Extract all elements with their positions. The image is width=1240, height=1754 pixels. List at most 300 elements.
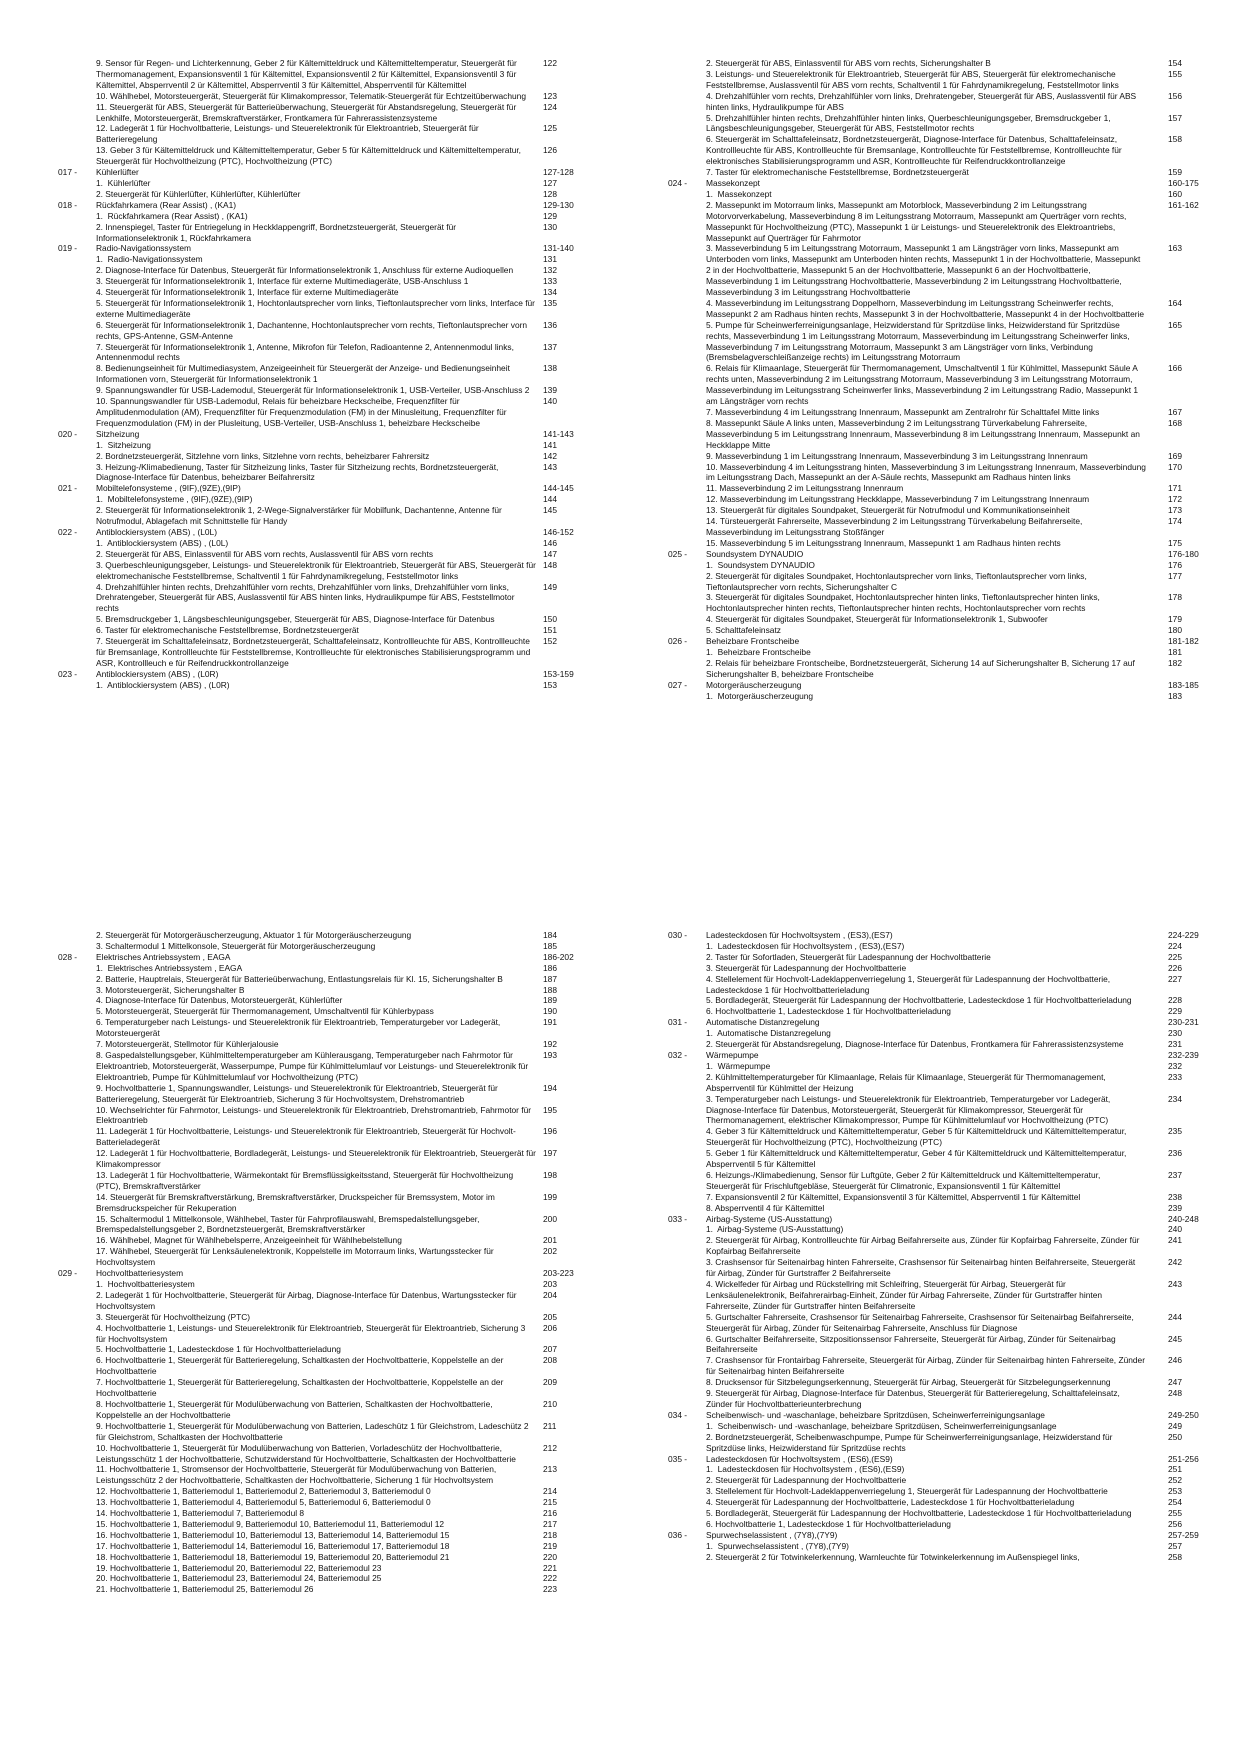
toc-page-number: 209 <box>543 1377 557 1388</box>
toc-entry-row <box>668 1475 1188 1486</box>
toc-entry-text: 3. Leistungs- und Steuerelektronik für Elektroantrieb, Steuergerät für ABS, Steuergerät für elektromechanische Feststellbremse, Auslassventil für ABS vorn rechts, Schaltventil 1 für Fahrdynamikregelung, Feststellmotor links <box>706 68 1119 90</box>
toc-entry-row <box>668 91 1188 113</box>
toc-chapter-code <box>58 1192 96 1214</box>
toc-entry-text: 2. Batterie, Hauptrelais, Steuergerät für Batterieüberwachung, Entlastungsrelais für Kl. 15, Sicherungshalter B <box>96 973 503 984</box>
toc-chapter-code <box>58 1039 96 1050</box>
toc-entry-text: 6. Relais für Klimaanlage, Steuergerät für Thermomanagement, Umschaltventil 1 für Kühlmittel, Massepunkt Säule A rechts unten, Masseverbindung 2 im Leitungsstrang Motorraum, Masseverbindung 3 im Leitungsstrang Motorraum, Masseverbindung im Leitungsstrang Scheinwerfer links, Masseverbindung 2 im Leitungsstrang Radio, Massepunkt 1 am Längsträger vorn rechts <box>706 363 1141 407</box>
toc-entry-text: 1. Sitzheizung <box>96 439 151 450</box>
toc-chapter-code <box>58 1486 96 1497</box>
toc-chapter-code <box>668 1170 706 1192</box>
toc-page-number: 129-130 <box>543 199 574 210</box>
toc-entry-text: 15. Hochvoltbatterie 1, Batteriemodul 9, Batteriemodul 10, Batteriemodul 11, Batteriemodul 12 <box>96 1518 445 1529</box>
toc-entry-row <box>668 1464 1188 1475</box>
toc-chapter-code <box>668 1257 706 1279</box>
toc-entry-text: 6. Taster für elektromechanische Feststellbremse, Bordnetzsteuergerät <box>96 625 359 636</box>
toc-page-number: 182 <box>1168 657 1182 668</box>
toc-entry-text: 6. Gurtschalter Beifahrerseite, Sitzpositionssensor Fahrerseite, Steuergerät für Airbag, Zünder für Seitenairbag Beifahrerseite <box>706 1333 1118 1355</box>
toc-entry-text: 1. Ladesteckdosen für Hochvoltsystem , (ES6),(ES9) <box>706 1464 905 1475</box>
toc-chapter-row <box>58 428 574 440</box>
toc-entry-text: 5. Motorsteuergerät, Steuergerät für Thermomanagement, Umschaltventil für Kühlerbypass <box>96 1006 434 1017</box>
toc-chapter-code <box>668 1486 706 1497</box>
toc-entry-text: 14. Türsteuergerät Fahrerseite, Masseverbindung 2 im Leitungsstrang Türverkabelung Beifahrerseite, Masseverbindung im Leitungsstrang Stoßfänger <box>706 516 1085 537</box>
toc-page-number: 216 <box>543 1508 557 1519</box>
toc-chapter-code <box>58 1170 96 1192</box>
toc-entry-row <box>668 1006 1188 1017</box>
toc-page-number: 188 <box>543 984 557 995</box>
toc-chapter-code <box>668 1192 706 1203</box>
toc-entry-text: 9. Masseverbindung 1 im Leitungsstrang Innenraum, Masseverbindung 3 im Leitungsstrang Innenraum <box>706 450 1088 461</box>
toc-chapter-row <box>668 1453 1199 1465</box>
toc-chapter-code <box>668 91 706 113</box>
toc-chapter-row <box>668 1017 1199 1028</box>
toc-chapter-code <box>668 538 706 549</box>
toc-entry-text: 5. Gurtschalter Fahrerseite, Crashsensor für Seitenairbag Fahrerseite, Crashsensor für Seitenairbag Beifahrerseite, Steuergerät für Airbag, Zünder für Seitenairbag Fahrerseite, Anschluss für Diagnose <box>706 1311 1137 1333</box>
toc-entry-row <box>668 560 1188 571</box>
toc-entry-row <box>58 1355 558 1377</box>
toc-entry-text: 10. Hochvoltbatterie 1, Steuergerät für Modulüberwachung von Batterien, Vorladeschütz der Hochvoltbatterie, Leistungsschütz 1 der Hochvoltbatterie, Schutzwiderstand für Hochvoltbatterie, Schaltkasten der Hochvoltbatterie <box>96 1442 516 1464</box>
toc-entry-row <box>668 1094 1188 1127</box>
toc-entry-text: 1. Ladesteckdosen für Hochvoltsystem , (ES3),(ES7) <box>706 940 905 951</box>
toc-entry-row <box>668 1257 1188 1279</box>
toc-chapter-code <box>668 451 706 462</box>
toc-entry-text: 13. Steuergerät für digitales Soundpaket, Steuergerät für Notrufmodul und Kommunikationseinheit <box>706 505 1070 516</box>
toc-chapter-code <box>668 691 706 702</box>
toc-entry-row <box>58 58 558 91</box>
toc-entry-text: 1. Rückfahrkamera (Rear Assist) , (KA1) <box>96 210 248 221</box>
toc-chapter-code: 025 - <box>668 548 688 559</box>
toc-chapter-code <box>58 494 96 505</box>
toc-entry-text: 18. Hochvoltbatterie 1, Batteriemodul 18, Batteriemodul 19, Batteriemodul 20, Batteriemodul 21 <box>96 1551 450 1562</box>
toc-chapter-code <box>668 483 706 494</box>
toc-page-number: 156 <box>1168 90 1182 101</box>
toc-chapter-code <box>58 363 96 385</box>
toc-entry-row <box>668 1279 1188 1312</box>
toc-entry-text: Massekonzept <box>706 177 760 188</box>
toc-entry-text: 8. Drucksensor für Sitzbelegungserkennung, Steuergerät für Airbag, Steuergerät für Sitzbelegungserkennung <box>706 1377 1111 1388</box>
toc-entry-row <box>668 483 1188 494</box>
toc-entry-text: 5. Bordladegerät, Steuergerät für Ladespannung der Hochvoltbatterie, Ladesteckdose 1 für Hochvoltbatterieladung <box>706 1508 1132 1519</box>
toc-entry-row <box>58 276 558 287</box>
toc-page-number: 141-143 <box>543 428 574 439</box>
toc-entry-text: 6. Hochvoltbatterie 1, Steuergerät für Batterieregelung, Schaltkasten der Hochvoltbatterie, Koppelstelle an der Hochvoltbatterie <box>96 1355 506 1377</box>
toc-chapter-code <box>58 505 96 527</box>
toc-entry-row <box>668 1334 1188 1356</box>
toc-entry-text: Soundsystem DYNAUDIO <box>706 548 804 559</box>
toc-entry-text: 3. Querbeschleunigungsgeber, Leistungs- und Steuerelektronik für Elektroantrieb, Steuergerät für ABS, Steuergerät für elektromechanische Feststellbremse, Schaltventil 1 für Fahrdynamikregelung, Feststellmotor links <box>96 559 539 581</box>
toc-chapter-code: 023 - <box>58 668 78 679</box>
toc-entry-row <box>58 396 558 429</box>
toc-entry-text: 6. Steuergerät im Schalttafeleinsatz, Bordnetzsteuergerät, Diagnose-Interface für Datenbus, Schalttafeleinsatz, Kontrollleuchte für ABS, Kontrollleuchte für Bremsanlage, Kontrollleuchte für Feststellbremse, Kontrollleuchte für elektronisches Stabilisierungsprogramm und ASR, Kontrollleuchte für Reifendruckkontrollanzeige <box>706 134 1125 167</box>
toc-entry-text: 17. Wählhebel, Steuergerät für Lenksäulenelektronik, Koppelstelle im Motorraum links, Wartungsstecker für Hochvoltsystem <box>96 1246 497 1268</box>
toc-page-number: 253 <box>1168 1486 1182 1497</box>
toc-chapter-code <box>58 1552 96 1563</box>
toc-page-number: 251-256 <box>1168 1453 1199 1464</box>
toc-page-number: 220 <box>543 1551 557 1562</box>
toc-page-number: 232-239 <box>1168 1049 1199 1060</box>
toc-entry-text: Ladesteckdosen für Hochvoltsystem , (ES6),(ES9) <box>706 1453 893 1464</box>
toc-chapter-row <box>58 243 574 254</box>
toc-entry-row <box>58 1399 558 1421</box>
toc-entry-text: 1. Beheizbare Frontscheibe <box>706 646 811 657</box>
toc-page-number: 165 <box>1168 319 1182 330</box>
toc-entry-text: 4. Wickelfeder für Airbag und Rückstellring mit Schleifring, Steuergerät für Airbag, Steuergerät für Lenksäulenelektronik, Beifahrerairbag-Einheit, Zünder für Airbag Fahrerseite, Zünder für Gurtstraffer hinten Fahrerseite, Zünder für Gurtstraffer hinten Beifahrerseite <box>706 1279 1105 1311</box>
toc-entry-row <box>58 538 558 549</box>
toc-chapter-code <box>58 1017 96 1039</box>
toc-page-number: 218 <box>543 1529 557 1540</box>
toc-chapter-code <box>58 1126 96 1148</box>
toc-top-right <box>668 58 1199 701</box>
toc-entry-row <box>58 1530 558 1541</box>
toc-page-number: 149 <box>543 581 557 592</box>
toc-entry-text: Motorgeräuscherzeugung <box>706 679 802 690</box>
toc-entry-row <box>58 549 558 560</box>
toc-page-number: 238 <box>1168 1191 1182 1202</box>
toc-entry-text: 4. Stellelement für Hochvolt-Ladeklappenverriegelung 1, Steuergerät für Ladespannung der Hochvoltbatterie, Ladesteckdose 1 für Hochvoltbatterieladung <box>706 973 1113 995</box>
toc-chapter-code <box>58 462 96 484</box>
toc-entry-row <box>58 680 558 691</box>
toc-entry-text: 3. Schaltermodul 1 Mittelkonsole, Steuergerät für Motorgeräuscherzeugung <box>96 940 376 951</box>
toc-page-number: 197 <box>543 1148 557 1159</box>
toc-chapter-code <box>668 418 706 451</box>
toc-entry-row <box>58 1486 558 1497</box>
toc-page-number: 193 <box>543 1049 557 1060</box>
toc-chapter-code <box>668 995 706 1006</box>
toc-chapter-code <box>668 1126 706 1148</box>
toc-page-number: 224 <box>1168 940 1182 951</box>
toc-page-number: 194 <box>543 1082 557 1093</box>
toc-entry-row <box>58 1126 558 1148</box>
toc-page-number: 124 <box>543 101 557 112</box>
toc-chapter-code <box>668 1203 706 1214</box>
toc-chapter-code <box>668 1421 706 1432</box>
toc-chapter-code <box>58 1083 96 1105</box>
toc-entry-row <box>58 1508 558 1519</box>
toc-page-number: 164 <box>1168 297 1182 308</box>
toc-entry-text: 2. Massepunkt im Motorraum links, Massepunkt am Motorblock, Masseverbindung 2 im Leitungsstrang Motorvorverkabelung, Masseverbindung 8 im Leitungsstrang Motorraum, Massepunkt am Querträger vorn rechts, Massepunkt für Hochvoltheizung (PTC), Massepunkt 1 ür Leistungs- und Steuerelektronik des Elektroantriebs, Massepunkt auf Querträger für Fahrmotor <box>706 199 1129 243</box>
toc-chapter-code <box>58 91 96 102</box>
toc-entry-text: Sitzheizung <box>96 428 140 439</box>
toc-chapter-code: 027 - <box>668 679 688 690</box>
toc-chapter-code <box>58 178 96 189</box>
toc-entry-text: 11. Steuergerät für ABS, Steuergerät für Batterieüberwachung, Steuergerät für Abstandsregelung, Steuergerät für Lenkhilfe, Motorsteuergerät, Bremskraftverstärker, Frontkamera für Fahrerassistenzsysteme <box>96 101 519 123</box>
toc-page-number: 224-229 <box>1168 930 1199 940</box>
toc-entry-text: 11. Masseverbindung 2 im Leitungsstrang Innenraum <box>706 483 904 494</box>
toc-chapter-code <box>58 625 96 636</box>
toc-entry-row <box>58 941 558 952</box>
toc-page-number: 195 <box>543 1104 557 1115</box>
toc-entry-row <box>58 1006 558 1017</box>
toc-chapter-code <box>58 123 96 145</box>
toc-entry-text: 5. Pumpe für Scheinwerferreinigungsanlage, Heizwiderstand für Spritzdüse links, Heizwiderstand für Spritzdüse rechts, Masseverbindung 1 im Leitungsstrang Motorraum, Masseverbindung im Leitungsstrang Scheinwerfer links, Masseverbindung 7 im Leitungsstrang Motorraum, Massepunkt 3 am Längsträger vorn links, Verbindung (Bremsbelagverschleißanzeige rechts) im Leitungsstrang Motorraum <box>706 319 1132 363</box>
toc-chapter-row <box>58 483 574 494</box>
toc-entry-text: Ladesteckdosen für Hochvoltsystem , (ES3),(ES7) <box>706 930 893 940</box>
toc-entry-row <box>668 538 1188 549</box>
toc-chapter-row <box>668 679 1199 691</box>
toc-entry-text: 1. Automatische Distanzregelung <box>706 1028 831 1039</box>
toc-page-number: 251 <box>1168 1464 1182 1475</box>
toc-chapter-code <box>668 113 706 135</box>
toc-entry-row <box>668 647 1188 658</box>
toc-chapter-row <box>668 636 1199 647</box>
toc-chapter-code <box>668 134 706 167</box>
toc-page-number: 245 <box>1168 1333 1182 1344</box>
toc-entry-text: 6. Heizungs-/Klimabedienung, Sensor für Luftgüte, Geber 2 für Kältemitteldruck und Kältemitteltemperatur, Steuergerät für Frischluftgebläse, Steuergerät für Climatronic, Expansionsventil 1 für Kältemittel <box>706 1169 1103 1191</box>
toc-page-number: 179 <box>1168 614 1182 625</box>
toc-chapter-code <box>58 930 96 941</box>
toc-page-number: 221 <box>543 1562 557 1573</box>
toc-entry-row <box>668 1028 1188 1039</box>
toc-entry-row <box>668 1388 1188 1410</box>
toc-entry-row <box>668 952 1188 963</box>
toc-entry-text: Antiblockiersystem (ABS) , (L0L) <box>96 526 218 537</box>
toc-chapter-code <box>668 200 706 244</box>
toc-entry-row <box>668 941 1188 952</box>
toc-entry-text: 1. Kühlerlüfter <box>96 177 151 188</box>
toc-entry-text: 1. Massekonzept <box>706 188 772 199</box>
toc-entry-text: 3. Steuergerät für digitales Soundpaket, Hochtonlautsprecher hinten links, Tieftonlautsprecher hinten links, Hochtonlautsprecher hinten rechts, Tieftonlautsprecher hinten rechts, Hochtonlautsprecher vorn rechts <box>706 592 1103 614</box>
toc-chapter-code <box>58 298 96 320</box>
toc-chapter-code: 021 - <box>58 483 78 494</box>
toc-page-number: 246 <box>1168 1355 1182 1366</box>
toc-entry-text: 2. Steuergerät für digitales Soundpaket, Hochtonlautsprecher vorn links, Tieftonlautsprecher vorn links, Tieftonlautsprecher vorn rechts, Sicherungshalter C <box>706 570 1089 592</box>
toc-entry-row <box>668 418 1188 451</box>
toc-entry-row <box>668 113 1188 135</box>
toc-chapter-code <box>58 1584 96 1595</box>
toc-entry-row <box>58 963 558 974</box>
toc-entry-row <box>668 69 1188 91</box>
toc-page-number: 145 <box>543 505 557 516</box>
toc-chapter-code <box>668 298 706 320</box>
toc-page-number: 243 <box>1168 1279 1182 1289</box>
toc-chapter-row <box>58 951 574 963</box>
toc-entry-text: 2. Relais für beheizbare Frontscheibe, Bordnetzsteuergerät, Sicherung 14 auf Sicherungshalter B, Sicherung 17 auf Sicherungshalter B, beheizbare Frontscheibe <box>706 657 1138 679</box>
toc-entry-text: 7. Motorsteuergerät, Stellmotor für Kühlerjalousie <box>96 1039 279 1050</box>
toc-entry-text: 9. Steuergerät für Airbag, Diagnose-Interface für Datenbus, Steuergerät für Batterieregelung, Schalttafeleinsatz, Zünder für Hochvoltbatterieunterbrechung <box>706 1388 1123 1409</box>
toc-entry-row <box>668 494 1188 505</box>
toc-page-number: 180 <box>1168 625 1182 636</box>
toc-entry-text: 12. Masseverbindung im Leitungsstrang Heckklappe, Masseverbindung 7 im Leitungsstrang Innenraum <box>706 494 1090 505</box>
toc-entry-row <box>668 1203 1188 1214</box>
toc-entry-row <box>668 592 1188 614</box>
toc-page-number: 210 <box>543 1398 557 1409</box>
toc-entry-text: 9. Spannungswandler für USB-Lademodul, Steuergerät für Informationselektronik 1, USB-Verteiler, USB-Anschluss 2 <box>96 385 530 396</box>
toc-page-number: 171 <box>1168 483 1182 494</box>
toc-chapter-code <box>668 1388 706 1410</box>
toc-page-number: 131 <box>543 254 557 265</box>
toc-entry-text: 6. Hochvoltbatterie 1, Ladesteckdose 1 für Hochvoltbatterieladung <box>706 1006 951 1017</box>
toc-entry-text: 13. Geber 3 für Kältemitteldruck und Kältemitteltemperatur, Geber 5 für Kältemitteldruck und Kältemitteltemperatur, Steuergerät für Hochvoltheizung (PTC), Hochvoltheizung (PTC) <box>96 145 524 167</box>
toc-entry-text: 4. Steuergerät für Informationselektronik 1, Interface für externe Multimediageräte <box>96 287 399 298</box>
toc-chapter-code <box>58 102 96 124</box>
toc-chapter-code <box>668 1519 706 1530</box>
toc-chapter-code <box>668 407 706 418</box>
toc-page-number: 249 <box>1168 1420 1182 1431</box>
toc-entry-row <box>668 516 1188 538</box>
toc-entry-row <box>668 1552 1188 1563</box>
toc-page-number: 185 <box>543 940 557 951</box>
toc-chapter-code <box>58 1105 96 1127</box>
toc-page-number: 240-248 <box>1168 1213 1199 1224</box>
toc-entry-row <box>58 930 558 941</box>
toc-entry-row <box>58 1039 558 1050</box>
toc-entry-text: 9. Hochvoltbatterie 1, Spannungswandler, Leistungs- und Steuerelektronik für Elektroantrieb, Steuergerät für Batterieregelung, Steuergerät für Elektroantrieb, Sicherung 3 für Hochvoltsystem, Drehstromantrieb <box>96 1082 501 1104</box>
toc-chapter-code <box>668 560 706 571</box>
toc-entry-text: 3. Crashsensor für Seitenairbag hinten Fahrerseite, Crashsensor für Seitenairbag hinten Beifahrerseite, Steuergerät für Airbag, Zünder für Gurtstraffer 2 Beifahrerseite <box>706 1257 1138 1279</box>
toc-page-number: 137 <box>543 341 557 352</box>
toc-page-number: 170 <box>1168 461 1182 472</box>
toc-chapter-code <box>668 658 706 680</box>
toc-chapter-code <box>58 1377 96 1399</box>
toc-chapter-row <box>58 199 574 211</box>
toc-page-number: 203-223 <box>543 1268 574 1279</box>
toc-chapter-code <box>58 342 96 364</box>
toc-entry-row <box>58 1541 558 1552</box>
toc-page-number: 233 <box>1168 1071 1182 1082</box>
toc-entry-text: 10. Spannungswandler für USB-Lademodul, Relais für beheizbare Heckscheibe, Frequenzfilter für Amplitudenmodulation (AM), Frequenzfilter für Frequenzmodulation (FM) in der Minusleitung, Frequenzfilter für Frequenzmodulation (FM) in der Plusleitung, USB-Verteiler, USB-Anschluss 1, beheizbare Heckscheibe <box>96 396 509 428</box>
toc-chapter-code: 033 - <box>668 1213 688 1224</box>
toc-chapter-row <box>668 177 1199 189</box>
toc-entry-row <box>668 691 1188 702</box>
toc-entry-row <box>668 134 1188 167</box>
toc-entry-row <box>668 363 1188 407</box>
toc-chapter-code <box>58 276 96 287</box>
toc-page-number: 247 <box>1168 1377 1182 1388</box>
toc-entry-row <box>58 320 558 342</box>
toc-entry-row <box>668 1039 1188 1050</box>
toc-chapter-code <box>58 440 96 451</box>
toc-chapter-code <box>668 167 706 178</box>
toc-entry-text: 14. Steuergerät für Bremskraftverstärkung, Bremskraftverstärker, Druckspeicher für Bremssystem, Motor im Bremsdruckspeicher für Rekuperation <box>96 1191 498 1213</box>
toc-page-number: 129 <box>543 210 557 221</box>
toc-entry-text: 2. Steuergerät für Informationselektronik 1, 2-Wege-Signalverstärker für Mobilfunk, Dachantenne, Antenne für Notrufmodul, Ablagefach mit Schnittstelle für Handy <box>96 505 505 527</box>
toc-entry-text: 12. Ladegerät 1 für Hochvoltbatterie, Bordladegerät, Leistungs- und Steuerelektronik für Elektroantrieb, Steuergerät für Klimakompressor <box>96 1148 539 1170</box>
toc-entry-row <box>668 407 1188 418</box>
toc-page-number: 199 <box>543 1191 557 1202</box>
toc-entry-text: 1. Mobiltelefonsysteme , (9IF),(9ZE),(9IP) <box>96 494 253 505</box>
toc-page-number: 187 <box>543 973 557 984</box>
toc-entry-text: 1. Motorgeräuscherzeugung <box>706 690 814 701</box>
toc-chapter-code <box>668 462 706 484</box>
toc-entry-row <box>58 298 558 320</box>
toc-chapter-code <box>668 516 706 538</box>
toc-page-number: 240 <box>1168 1224 1182 1235</box>
toc-chapter-code <box>58 211 96 222</box>
toc-page-number: 181 <box>1168 646 1182 657</box>
toc-chapter-code <box>668 625 706 636</box>
toc-page-number: 128 <box>543 188 557 199</box>
toc-entry-text: Kühlerlüfter <box>96 167 139 178</box>
toc-entry-text: 7. Crashsensor für Frontairbag Fahrerseite, Steuergerät für Airbag, Zünder für Seitenairbag hinten Fahrerseite, Zünder für Seitenairbag hinten Beifahrerseite <box>706 1355 1148 1377</box>
toc-chapter-code <box>668 1006 706 1017</box>
toc-entry-text: 5. Bordladegerät, Steuergerät für Ladespannung der Hochvoltbatterie, Ladesteckdose 1 für Hochvoltbatterieladung <box>706 995 1132 1006</box>
toc-entry-text: 2. Bordnetzsteuergerät, Scheibenwaschpumpe, Pumpe für Scheinwerferreinigungsanlage, Heizwiderstand für Spritzdüse links, Heizwiderstand für Spritzdüse rechts <box>706 1431 1115 1453</box>
toc-top-left <box>58 58 574 691</box>
toc-entry-row <box>58 91 558 102</box>
toc-page-number: 141 <box>543 439 557 450</box>
toc-chapter-row <box>58 167 574 178</box>
toc-entry-row <box>668 658 1188 680</box>
toc-page-number: 258 <box>1168 1551 1182 1562</box>
toc-entry-text: Airbag-Systeme (US-Ausstattung) <box>706 1213 833 1224</box>
toc-chapter-code <box>58 222 96 244</box>
toc-entry-row <box>58 985 558 996</box>
toc-page-number: 202 <box>543 1246 557 1257</box>
toc-chapter-code: 020 - <box>58 428 78 439</box>
toc-entry-row <box>58 1443 558 1465</box>
toc-entry-row <box>58 385 558 396</box>
toc-entry-text: 6. Temperaturgeber nach Leistungs- und Steuerelektronik für Elektroantrieb, Temperaturgeber vor Ladegerät, Motorsteuergerät <box>96 1017 503 1039</box>
toc-page-number: 232 <box>1168 1060 1182 1071</box>
toc-entry-row <box>58 265 558 276</box>
toc-entry-text: 3. Heizung-/Klimabedienung, Taster für Sitzheizung links, Taster für Sitzheizung rechts, Bordnetzsteuergerät, Diagnose-Interface für Datenbus, beheizbarer Beifahrersitz <box>96 461 501 483</box>
toc-entry-row <box>58 211 558 222</box>
toc-entry-row <box>668 963 1188 974</box>
toc-entry-text: 4. Geber 3 für Kältemitteldruck und Kältemitteltemperatur, Geber 5 für Kältemitteldruck und Kältemitteltemperatur, Steuergerät für Hochvoltheizung (PTC), Hochvoltheizung (PTC) <box>706 1126 1129 1148</box>
toc-chapter-code <box>58 1006 96 1017</box>
toc-page-number: 175 <box>1168 537 1182 548</box>
toc-entry-text: Mobiltelefonsysteme , (9IF),(9ZE),(9IP) <box>96 483 241 494</box>
toc-entry-text: 7. Hochvoltbatterie 1, Steuergerät für Batterieregelung, Schaltkasten der Hochvoltbatterie, Koppelstelle an der Hochvoltbatterie <box>96 1377 506 1399</box>
toc-entry-row <box>58 1214 558 1236</box>
toc-page-number: 225 <box>1168 951 1182 962</box>
toc-entry-text: 5. Schalttafeleinsatz <box>706 625 781 636</box>
toc-entry-row <box>58 974 558 985</box>
toc-entry-row <box>58 342 558 364</box>
toc-entry-text: 15. Schaltermodul 1 Mittelkonsole, Wählhebel, Taster für Fahrprofilauswahl, Bremspedalstellungsgeber, Bremspedalstellungsgeber 2, Bordnetzsteuergerät, Bremskraftverstärker <box>96 1213 482 1235</box>
toc-page-number: 147 <box>543 548 557 559</box>
toc-chapter-code <box>58 385 96 396</box>
toc-chapter-code <box>668 1235 706 1257</box>
toc-page-number: 196 <box>543 1126 557 1137</box>
toc-chapter-code <box>58 1050 96 1083</box>
toc-entry-row <box>668 199 1199 244</box>
toc-entry-text: Scheibenwisch- und -waschanlage, beheizbare Spritzdüsen, Scheinwerferreinigungsanlage <box>706 1409 1045 1420</box>
toc-entry-text: 1. Scheibenwisch- und -waschanlage, beheizbare Spritzdüsen, Scheinwerferreinigungsanlage <box>706 1420 1057 1431</box>
toc-chapter-code <box>668 974 706 996</box>
toc-entry-text: 2. Taster für Sofortladen, Steuergerät für Ladespannung der Hochvoltbatterie <box>706 951 991 962</box>
toc-entry-row <box>58 614 558 625</box>
toc-chapter-row <box>668 1049 1199 1061</box>
toc-chapter-code <box>58 1541 96 1552</box>
toc-chapter-row <box>58 526 574 538</box>
toc-entry-text: 2. Steuergerät für ABS, Einlassventil für ABS vorn rechts, Auslassventil für ABS vorn rechts <box>96 548 434 559</box>
toc-entry-text: 3. Stellelement für Hochvolt-Ladeklappenverriegelung 1, Steuergerät für Ladespannung der Hochvoltbatterie <box>706 1486 1108 1497</box>
toc-entry-row <box>668 1312 1188 1334</box>
toc-entry-text: 2. Kühlmitteltemperaturgeber für Klimaanlage, Relais für Klimaanlage, Steuergerät für Thermomanagement, Absperrventil für Kühlmittel der Heizung <box>706 1071 1108 1093</box>
toc-entry-text: 15. Masseverbindung 5 im Leitungsstrang Innenraum, Massepunkt 1 am Radhaus hinten rechts <box>706 537 1061 548</box>
toc-page-number: 186 <box>543 962 557 973</box>
toc-entry-row <box>668 1072 1188 1094</box>
toc-entry-row <box>668 1519 1188 1530</box>
toc-entry-text: 2. Steuergerät für Motorgeräuscherzeugung, Aktuator 1 für Motorgeräuscherzeugung <box>96 930 412 940</box>
toc-chapter-code <box>668 494 706 505</box>
toc-entry-text: 2. Innenspiegel, Taster für Entriegelung in Heckklappengriff, Bordnetzsteuergerät, Steuergerät für Informationselektronik 1, Rückfahrkamera <box>96 221 459 243</box>
toc-chapter-code <box>58 1573 96 1584</box>
toc-chapter-code: 032 - <box>668 1049 688 1060</box>
toc-chapter-code <box>668 189 706 200</box>
toc-entry-row <box>668 1486 1188 1497</box>
toc-entry-row <box>58 1279 558 1290</box>
toc-chapter-code <box>668 614 706 625</box>
toc-page-number: 204 <box>543 1289 557 1300</box>
toc-page-number: 134 <box>543 287 557 298</box>
toc-entry-row <box>668 1061 1188 1072</box>
toc-chapter-code <box>58 1519 96 1530</box>
toc-page-number: 242 <box>1168 1257 1182 1268</box>
toc-chapter-code: 022 - <box>58 526 78 537</box>
toc-page-number: 126 <box>543 145 557 156</box>
toc-entry-text: 8. Bedienungseinheit für Multimediasystem, Anzeigeeinheit für Steuergerät der Anzeige- und Bedienungseinheit Informationen vorn, Steuergerät für Informationselektronik 1 <box>96 363 513 385</box>
